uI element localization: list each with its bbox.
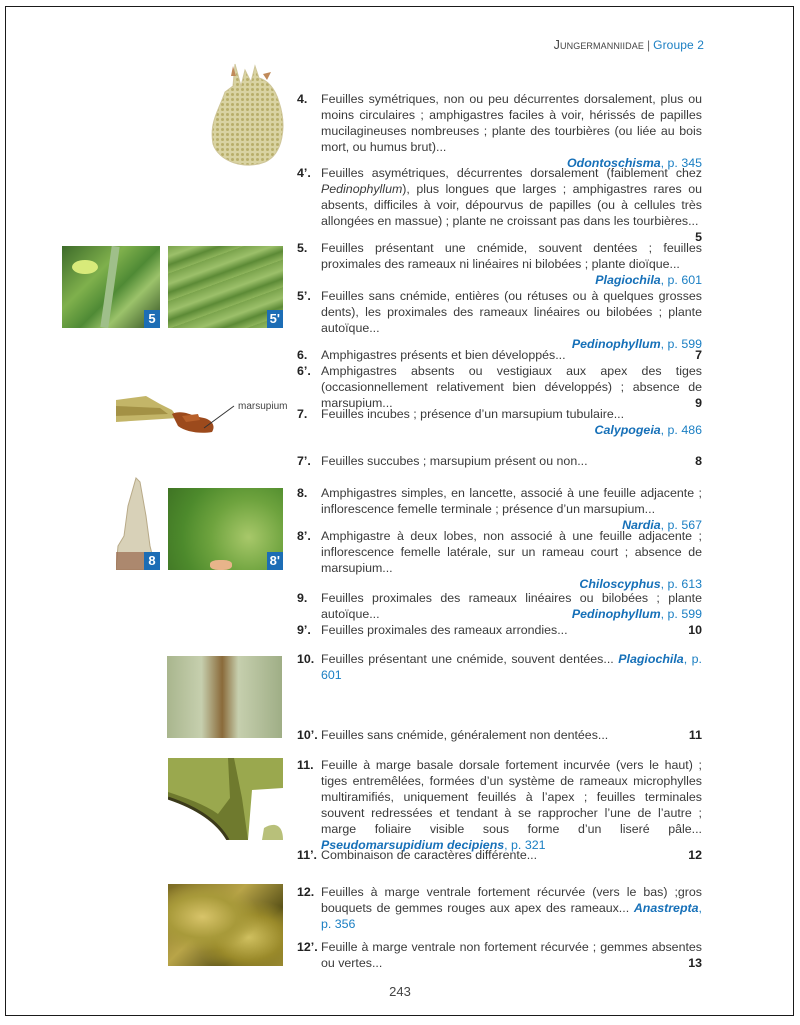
- taxon-reference[interactable]: [321, 422, 702, 438]
- couplet-text: Feuille à marge ventrale non fortement récurvée ; gemmes absentes ou vertes...: [321, 940, 702, 970]
- running-head-group: Groupe 2: [653, 38, 704, 52]
- running-head: [554, 38, 704, 52]
- taxon-link[interactable]: Nardia: [622, 518, 661, 532]
- couplet-text: Feuilles asymétriques, décurrentes dorsalement (faiblement chez: [321, 166, 702, 180]
- couplet-4p: [297, 165, 702, 245]
- figure-10-plagiochila: [167, 656, 282, 738]
- couplet-number: 5’.: [297, 289, 311, 303]
- couplet-number: 12.: [297, 885, 315, 899]
- couplet-9p: [297, 622, 702, 638]
- goto-couplet[interactable]: 9: [695, 396, 702, 410]
- page-ref: , p. 601: [321, 652, 703, 682]
- couplet-text: Feuilles symétriques, non ou peu décurrentes dorsalement, plus ou moins circulaires ; amphigastres faciles à voir, hérissés de papilles mucilagineuses nombreuses ; plante des tourbières (ou liée au bois mort, ou humus brut)...: [321, 92, 702, 154]
- page-ref: , p. 486: [660, 423, 702, 437]
- taxon-link[interactable]: Chiloscyphus: [579, 577, 661, 591]
- callout-marsupium: marsupium: [238, 401, 288, 412]
- couplet-7p: [297, 453, 702, 469]
- couplet-4: [297, 91, 702, 171]
- page-ref: , p. 599: [660, 337, 702, 351]
- taxon-link[interactable]: Pedinophyllum: [571, 337, 661, 351]
- couplet-5: [297, 240, 702, 288]
- taxon-link[interactable]: Odontoschisma: [567, 156, 661, 170]
- couplet-12p: [297, 939, 702, 971]
- couplet-7: [297, 406, 702, 438]
- inflorescence: [210, 560, 232, 570]
- figure-badge: 8: [144, 552, 160, 570]
- couplet-number: 8.: [297, 486, 308, 500]
- goto-couplet[interactable]: 8: [695, 454, 702, 468]
- figure-5p-pedinophyllum: [168, 246, 283, 328]
- taxon-link[interactable]: Plagiochila: [618, 652, 684, 666]
- couplet-text: Feuille à marge basale dorsale fortement incurvée (vers le haut) ; tiges entremêlées, formées d’un système de rameaux microphylles multiramifiés, uniquement feuillés à l’apex ; feuilles terminales souvent redressées et tendant à se rapprocher l’une de l’autre ; marge foliaire visible sous forme d’un liseré pâle...: [321, 758, 702, 836]
- page-ref: , p. 567: [660, 518, 702, 532]
- couplet-text: Feuilles présentant une cnémide, souvent dentées...: [321, 652, 614, 666]
- figure-11-pseudomarsupidium: [168, 758, 283, 840]
- page-ref: , p. 321: [504, 838, 546, 852]
- figure-8p-chiloscyphus: [168, 488, 283, 570]
- couplet-number: 9.: [297, 591, 308, 605]
- goto-couplet[interactable]: 10: [688, 623, 702, 637]
- couplet-text: Feuilles incubes ; présence d’un marsupium tubulaire...: [321, 407, 625, 421]
- couplet-11p: [297, 847, 702, 863]
- couplet-number: 9’.: [297, 623, 311, 637]
- couplet-text: Feuilles sans cnémide, entières (ou rétuses ou à quelques grosses dents), les proximales des rameaux linéaires ou bilobées ; plante autoïque...: [321, 289, 702, 335]
- running-head-family: Jungermanniidae: [553, 38, 644, 52]
- figure-8-nardia: [116, 476, 160, 570]
- couplet-10: [297, 651, 702, 683]
- taxon-link[interactable]: Anastrepta: [633, 901, 699, 915]
- couplet-number: 6.: [297, 348, 308, 362]
- couplet-text: Feuilles proximales des rameaux arrondies...: [321, 623, 568, 637]
- couplet-text: Feuilles proximales des rameaux linéaires ou bilobées ; plante autoïque...: [321, 591, 702, 621]
- page-ref: , p. 356: [321, 901, 702, 931]
- taxon-link[interactable]: Plagiochila: [595, 273, 661, 287]
- figure-badge: 5': [267, 310, 283, 328]
- couplet-8: [297, 485, 702, 533]
- couplet-text: Amphigastres simples, en lancette, associé à une feuille adjacente ; inflorescence femelle terminale ; présence d’un marsupium...: [321, 486, 702, 516]
- leaf-highlight: [72, 260, 98, 274]
- stem: [100, 246, 119, 328]
- taxon-link[interactable]: Pseudomarsupidium decipiens: [321, 838, 505, 852]
- figure-badge: 8': [267, 552, 283, 570]
- couplet-number: 10.: [297, 652, 315, 666]
- goto-couplet[interactable]: 13: [688, 956, 702, 970]
- couplet-12: [297, 884, 702, 932]
- figure-badge: 5: [144, 310, 160, 328]
- couplet-number: 5.: [297, 241, 308, 255]
- couplet-text: Feuilles succubes ; marsupium présent ou non...: [321, 454, 588, 468]
- goto-couplet[interactable]: 12: [688, 848, 702, 862]
- couplet-text: Amphigastres présents et bien développés...: [321, 348, 566, 362]
- leaf-margin-illustration: [168, 758, 283, 840]
- page-ref: , p. 613: [660, 577, 702, 591]
- couplet-number: 8’.: [297, 529, 311, 543]
- couplet-11: [297, 757, 702, 853]
- couplet-text: Amphigastres absents ou vestigiaux aux apex des tiges (occasionnellement relativement bien développés) ; absence de marsupium...: [321, 364, 702, 410]
- couplet-number: 4’.: [297, 166, 311, 180]
- couplet-10p: [297, 727, 702, 743]
- figure-12-anastrepta: [168, 884, 283, 966]
- callout-line: [200, 392, 240, 432]
- page-number: 243: [389, 984, 411, 999]
- couplet-text: Feuilles présentant une cnémide, souvent dentées ; feuilles proximales des rameaux ni linéaires ni bilobées ; plante dioïque...: [321, 241, 702, 271]
- couplet-number: 12’.: [297, 940, 318, 954]
- couplet-text: Combinaison de caractères différente...: [321, 848, 538, 862]
- couplet-text: Feuilles à marge ventrale fortement récurvée (vers le bas) ;gros bouquets de gemmes rouges aux apex des rameaux...: [321, 885, 702, 915]
- couplet-5p: [297, 288, 702, 352]
- couplet-number: 7’.: [297, 454, 311, 468]
- taxon-link[interactable]: Pedinophyllum: [571, 607, 661, 621]
- couplet-6p: [297, 363, 702, 411]
- taxon-reference[interactable]: [321, 272, 702, 288]
- goto-couplet[interactable]: 7: [695, 348, 702, 362]
- couplet-6: [297, 347, 702, 363]
- couplet-8p: [297, 528, 702, 592]
- couplet-text: ), plus longues que larges ; amphigastres rares ou absents, difficiles à voir, dépourvus de papilles (ou à cellules très allongées en massue) ; plante ne croissant pas dans les tourbières...: [321, 182, 702, 228]
- goto-couplet[interactable]: 11: [688, 728, 702, 742]
- couplet-number: 6’.: [297, 364, 311, 378]
- taxon-link[interactable]: Calypogeia: [594, 423, 661, 437]
- couplet-number: 4.: [297, 92, 308, 106]
- couplet-text: Amphigastre à deux lobes, non associé à une feuille adjacente ; inflorescence femelle latérale, sur un rameau court ; absence de marsupium...: [321, 529, 702, 575]
- couplet-number: 11’.: [297, 848, 317, 862]
- couplet-text: Feuilles sans cnémide, généralement non dentées...: [321, 728, 609, 742]
- couplet-number: 10’.: [297, 728, 318, 742]
- couplet-9: [297, 590, 702, 622]
- running-head-separator: |: [646, 38, 651, 52]
- couplet-number: 7.: [297, 407, 308, 421]
- figure-5-plagiochila: [62, 246, 160, 328]
- page-ref: , p. 599: [660, 607, 702, 621]
- figure-odontoschisma-leaf: [205, 62, 287, 170]
- page-ref: , p. 345: [660, 156, 702, 170]
- page-ref: , p. 601: [660, 273, 702, 287]
- couplet-number: 11.: [297, 758, 314, 772]
- goto-couplet[interactable]: 5: [695, 230, 702, 244]
- leaf-cells-illustration: [205, 62, 287, 170]
- couplet-text-italic: Pedinophyllum: [321, 182, 403, 196]
- taxon-reference[interactable]: [572, 606, 702, 622]
